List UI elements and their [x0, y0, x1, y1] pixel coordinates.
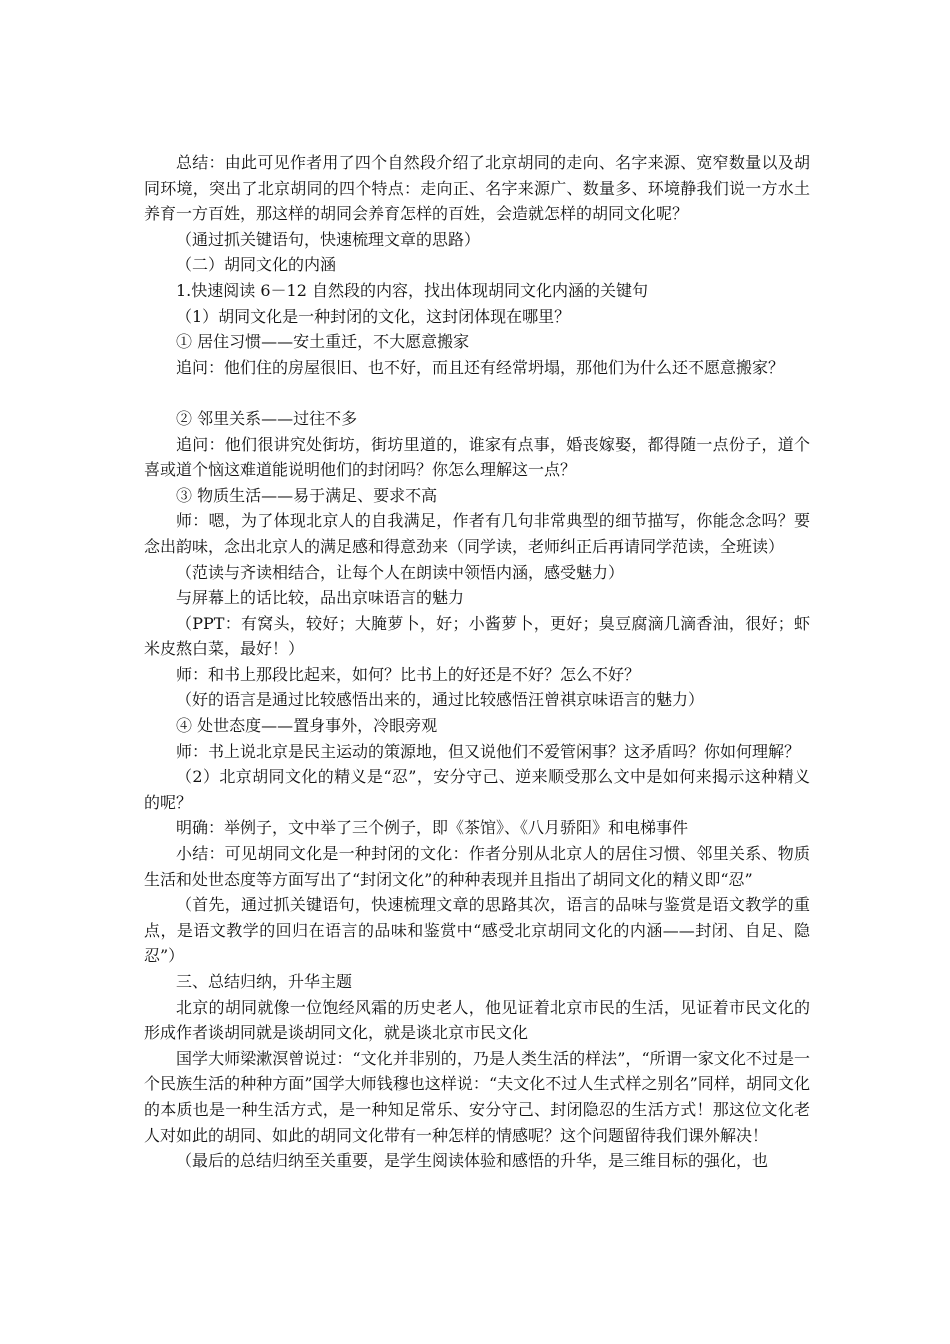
paragraph-note: （好的语言是通过比较感悟出来的，通过比较感悟汪曾祺京味语言的魅力） [176, 690, 705, 710]
paragraph-text: 北京的胡同就像一位饱经风霜的历史老人，他见证着北京市民的生活，见证着市民文化的形成作者谈胡同就是谈胡同文化，就是谈北京市民文化 [144, 997, 810, 1043]
paragraph-question: （1）胡同文化是一种封闭的文化，这封闭体现在哪里？ [176, 306, 571, 326]
paragraph-followup: 追问：他们住的房屋很旧、也不好，而且还有经常坍塌，那他们为什么还不愿意搬家？ [176, 357, 785, 377]
paragraph-answer: 明确：举例子，文中举了三个例子，即《茶馆》、《八月骄阳》和电梯事件 [176, 818, 689, 838]
paragraph-followup: 追问：他们很讲究处街坊，街坊里道的，谁家有点事，婚丧嫁娶，都得随一点份子，道个喜或道个恼这难道能说明他们的封闭吗？你怎么理解这一点？ [144, 434, 810, 480]
blank-line [144, 380, 810, 406]
document-page [144, 150, 810, 1174]
paragraph-note: （通过抓关键语句，快速梳理文章的思路） [176, 229, 481, 249]
paragraph-text: 国学大师梁漱溟曾说过：“文化并非别的，乃是人类生活的样法”，“所谓一家文化不过是一个民族生活的种种方面”国学大师钱穆也这样说：“夫文化不过人生式样之别名”同样，胡同文化的本质也是一种生活方式，是一种知足常乐、安分守己、封闭隐忍的生活方式！那这位文化老人对如此的胡同、如此的胡同文化带有一种怎样的情感呢？这个问题留待我们课外解决！ [144, 1048, 810, 1145]
paragraph-teacher: 师：嗯，为了体现北京人的自我满足，作者有几句非常典型的细节描写，你能念念吗？要念出韵味，念出北京人的满足感和得意劲来（同学读，老师纠正后再请同学范读，全班读） [144, 511, 810, 556]
list-item: ② 邻里关系——过往不多 [176, 408, 358, 428]
paragraph-teacher: 师：书上说北京是民主运动的策源地，但又说他们不爱管闲事？这矛盾吗？你如何理解？ [176, 741, 801, 761]
paragraph-task: 1.快速阅读 6－12 自然段的内容，找出体现胡同文化内涵的关键句 [176, 280, 648, 300]
paragraph-text: 与屏幕上的话比较，品出京味语言的魅力 [176, 588, 465, 608]
section-heading: （二）胡同文化的内涵 [176, 255, 337, 275]
paragraph-ppt: （PPT：有窝头，较好；大腌萝卜，好；小酱萝卜，更好；臭豆腐滴几滴香油，很好；虾米皮熬白菜，最好！） [144, 613, 810, 659]
list-item: ④ 处世态度——置身事外，冷眼旁观 [176, 716, 438, 736]
paragraph-question: （2）北京胡同文化的精义是“忍”，安分守己、逆来顺受那么文中是如何来揭示这种精义的呢？ [144, 767, 810, 812]
section-heading: 三、总结归纳，升华主题 [176, 972, 353, 991]
paragraph-summary: 总结：由此可见作者用了四个自然段介绍了北京胡同的走向、名字来源、宽窄数量以及胡同环境，突出了北京胡同的四个特点：走向正、名字来源广、数量多、环境静我们说一方水土养育一方百姓，那这样的胡同会养育怎样的百姓，会造就怎样的胡同文化呢？ [144, 153, 810, 224]
paragraph-summary: 小结：可见胡同文化是一种封闭的文化：作者分别从北京人的居住习惯、邻里关系、物质生活和处世态度等方面写出了“封闭文化”的种种表现并且指出了胡同文化的精义即“忍” [144, 844, 810, 889]
paragraph-teacher: 师：和书上那段比起来，如何？比书上的好还是不好？怎么不好？ [176, 664, 641, 684]
list-item: ① 居住习惯——安土重迁，不大愿意搬家 [176, 332, 470, 352]
list-item: ③ 物质生活——易于满足、要求不高 [176, 485, 438, 505]
paragraph-note: （首先，通过抓关键语句，快速梳理文章的思路其次，语言的品味与鉴赏是语文教学的重点，是语文教学的回归在语言的品味和鉴赏中“感受北京胡同文化的内涵——封闭、自足、隐忍”） [144, 895, 810, 966]
paragraph-note: （最后的总结归纳至关重要，是学生阅读体验和感悟的升华，是三维目标的强化，也 [176, 1151, 769, 1171]
paragraph-note: （范读与齐读相结合，让每个人在朗读中领悟内涵，感受魅力） [176, 562, 625, 582]
